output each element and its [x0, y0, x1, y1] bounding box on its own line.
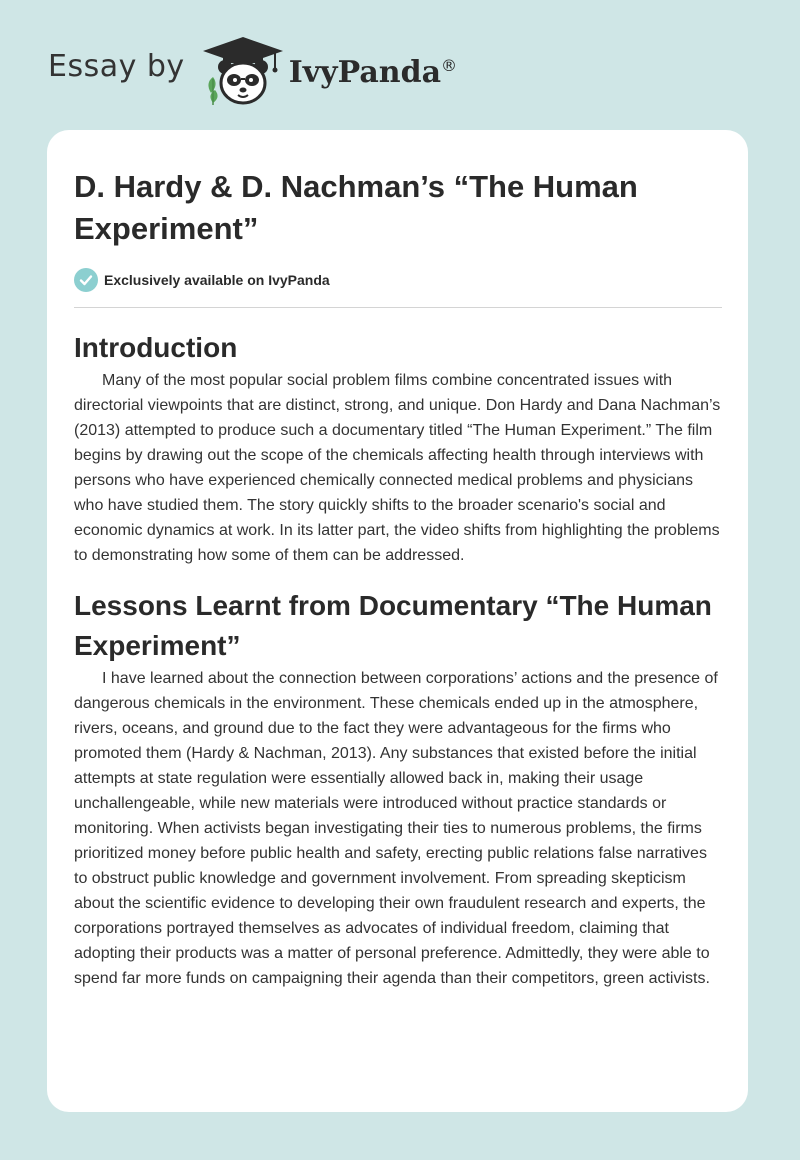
section-paragraph: I have learned about the connection between corporations’ actions and the presence of dangerous chemicals in the environment. These chemicals ended up in the atmosphere, rivers, oceans, and ground due to the fact they were advantageous for the firms who promoted them (Hardy & Nachman, 2013). Any substances that existed before the initial attempts at state regulation were essentially allowed back in, making their usage unchallengeable, while new materials were introduced without practice standards or monitoring. When activists began investigating their ties to numerous problems, the firms prioritized money before public health and safety, erecting public relations false narratives to obstruct public knowledge and government involvement. From spreading skepticism about the scientific evidence to developing their own fraudulent research and experts, the corporations portrayed themselves as advocates of individual freedom, claiming that adopting their products was a matter of personal preference. Admittedly, they were able to spend far more funds on campaigning their agenda than their competitors, green activists.	[74, 670, 718, 987]
section-heading: Introduction	[74, 332, 238, 363]
section-heading: Lessons Learnt from Documentary “The Human Experiment”	[74, 590, 712, 661]
site-header	[48, 34, 457, 108]
brand-name[interactable]: IvyPanda®	[288, 54, 458, 90]
registered-mark: ®	[441, 55, 458, 75]
exclusive-badge-text: Exclusively available on IvyPanda	[104, 272, 330, 288]
section-introduction	[74, 328, 722, 568]
section-paragraph: Many of the most popular social problem films combine concentrated issues with directorial viewpoints that are distinct, strong, and unique. Don Hardy and Dana Nachman’s (2013) attempted to produce such a documentary titled “The Human Experiment.” The film begins by drawing out the scope of the chemicals affecting health through interviews with persons who have experienced chemically connected medical problems and physicians who have studied them. The story quickly shifts to the broader scenario's social and economic dynamics at work. In its latter part, the video shifts from highlighting the problems to demonstrating how some of them can be addressed.	[74, 372, 721, 564]
brand-prefix: Essay by	[48, 48, 185, 84]
page-title: D. Hardy & D. Nachman’s “The Human Experiment”	[74, 169, 638, 246]
exclusive-badge	[74, 267, 722, 293]
panda-graduate-icon[interactable]	[201, 35, 285, 107]
divider	[74, 307, 722, 308]
check-circle-icon	[74, 268, 98, 292]
article-card	[47, 130, 748, 1112]
section-lessons	[74, 586, 722, 991]
